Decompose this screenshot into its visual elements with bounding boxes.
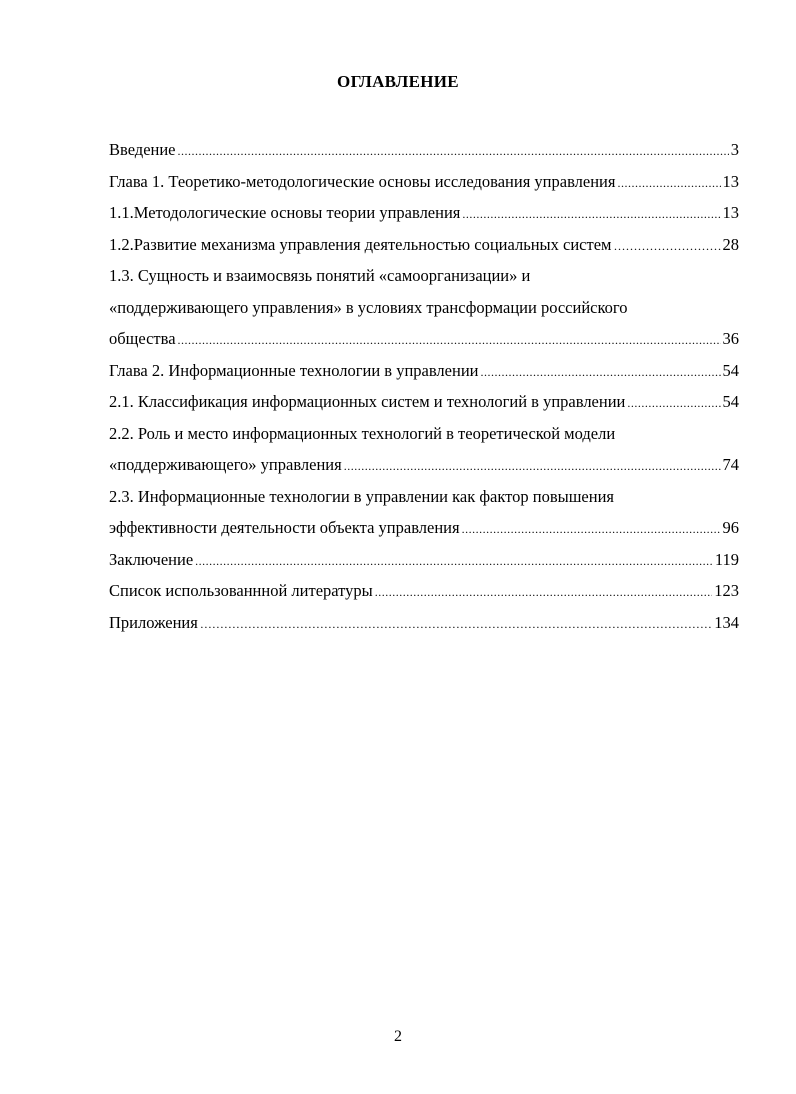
toc-entry-section-2-2-line-1[interactable]	[109, 418, 739, 450]
toc-entry-page: 54	[722, 360, 739, 380]
toc-entry-section-1-2[interactable]	[109, 229, 739, 261]
toc-entry-title: «поддерживающего» управления	[109, 455, 342, 474]
toc-entry-title: эффективности деятельности объекта управления	[109, 518, 460, 537]
page-title: ОГЛАВЛЕНИЕ	[337, 72, 459, 91]
toc-entry-title: 2.2. Роль и место информационных технологий в теоретической модели	[109, 423, 616, 443]
toc-entry-title: Приложения	[109, 612, 198, 632]
toc-entry-page: 96	[722, 518, 739, 537]
toc-leader-dots	[462, 199, 720, 231]
toc-leader-dots	[480, 357, 720, 389]
toc-entry-page: 3	[730, 140, 739, 159]
toc-entry-page: 54	[722, 392, 739, 411]
toc-entry-section-1-1[interactable]	[109, 197, 739, 229]
toc-entry-page: 28	[722, 234, 739, 254]
toc-leader-dots	[178, 136, 729, 168]
toc-entry-title: Заключение	[109, 549, 194, 569]
toc-entry-references[interactable]	[109, 575, 739, 607]
toc-entry-section-2-1[interactable]	[109, 386, 739, 418]
toc-entry-page: 123	[714, 581, 739, 600]
toc-entry-title: Введение	[109, 140, 176, 159]
toc-entry-title: Глава 2. Информационные технологии в управлении	[109, 360, 479, 380]
toc-entry-page: 36	[722, 329, 739, 348]
toc-entry-conclusion[interactable]	[109, 544, 739, 576]
toc-entry-title: 1.2.Развитие механизма управления деятельностью социальных систем	[109, 234, 612, 254]
page-number: 2	[394, 1028, 402, 1045]
toc-entry-title: 2.1. Классификация информационных систем и технологий в управлении	[109, 392, 626, 411]
toc-entry-chapter-1[interactable]	[109, 166, 739, 198]
toc-entry-title: «поддерживающего управления» в условиях трансформации российского	[109, 297, 628, 317]
toc-entry-section-1-3-line-2[interactable]	[109, 292, 739, 324]
toc-entry-chapter-2[interactable]	[109, 355, 739, 387]
toc-leader-dots	[200, 609, 712, 641]
toc-entry-page: 74	[722, 455, 739, 474]
toc-entry-page: 119	[714, 549, 739, 569]
toc-leader-dots	[462, 514, 721, 546]
toc-leader-dots	[178, 325, 721, 357]
toc-entry-title: 2.3. Информационные технологии в управлении как фактор повышения	[109, 486, 614, 506]
toc-entry-section-1-3-line-1[interactable]	[109, 260, 739, 292]
toc-leader-dots	[613, 231, 720, 263]
toc-entry-title: Глава 1. Теоретико-методологические основы исследования управления	[109, 171, 616, 191]
toc-entry-appendices[interactable]	[109, 607, 739, 639]
toc-entry-introduction[interactable]	[109, 134, 739, 166]
toc-entry-title: 1.1.Методологические основы теории управления	[109, 203, 461, 222]
table-of-contents	[109, 134, 739, 638]
toc-entry-title: общества	[109, 329, 176, 348]
toc-leader-dots	[195, 546, 713, 578]
toc-entry-title: 1.3. Сущность и взаимосвязь понятий «самоорганизации» и	[109, 266, 531, 285]
toc-leader-dots	[344, 451, 721, 483]
toc-entry-section-2-2-line-2[interactable]	[109, 449, 739, 481]
toc-entry-section-2-3-line-1[interactable]	[109, 481, 739, 513]
toc-entry-title: Список использованнной литературы	[109, 581, 373, 600]
toc-leader-dots	[375, 577, 713, 609]
toc-leader-dots	[627, 388, 720, 420]
toc-entry-page: 13	[722, 203, 739, 222]
toc-entry-page: 134	[714, 612, 739, 632]
toc-leader-dots	[617, 168, 720, 200]
toc-entry-page: 13	[722, 171, 739, 191]
toc-entry-section-1-3-line-3[interactable]	[109, 323, 739, 355]
toc-entry-section-2-3-line-2[interactable]	[109, 512, 739, 544]
